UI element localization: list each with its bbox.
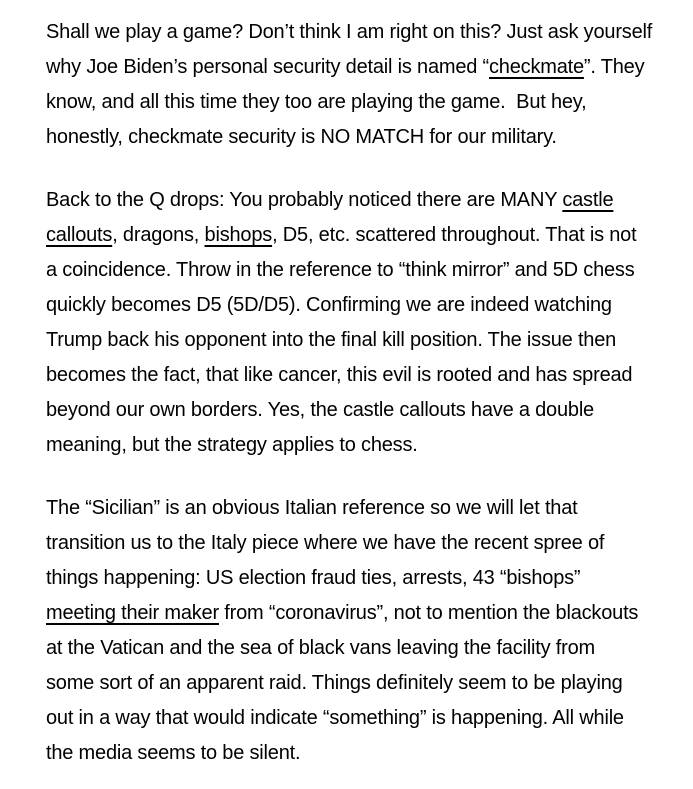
text-line <box>46 358 673 393</box>
text-run: ”. They <box>583 56 645 78</box>
inline-link[interactable]: castle <box>562 189 614 211</box>
paragraph <box>46 15 673 155</box>
text-line <box>46 323 673 358</box>
text-line <box>46 15 673 50</box>
text-run: some sort of an apparent raid. Things definitely seem to be playing <box>46 672 623 694</box>
text-line <box>46 596 673 631</box>
text-line <box>46 120 673 155</box>
text-run: honestly, checkmate security is NO MATCH for our military. <box>46 126 557 148</box>
text-line <box>46 85 673 120</box>
inline-link[interactable]: meeting their maker <box>46 602 219 624</box>
text-run: the media seems to be silent. <box>46 742 301 764</box>
text-line <box>46 218 673 253</box>
text-line <box>46 631 673 666</box>
text-run: from “coronavirus”, not to mention the blackouts <box>218 602 639 624</box>
paragraph <box>46 183 673 463</box>
text-line <box>46 701 673 736</box>
inline-link[interactable]: checkmate <box>489 56 584 78</box>
text-line <box>46 50 673 85</box>
paragraph <box>46 491 673 771</box>
text-line <box>46 253 673 288</box>
text-run: things happening: US election fraud ties, arrests, 43 “bishops” <box>46 567 581 589</box>
text-line <box>46 183 673 218</box>
text-line <box>46 561 673 596</box>
text-line <box>46 526 673 561</box>
text-run: becomes the fact, that like cancer, this evil is rooted and has spread <box>46 364 633 386</box>
text-line <box>46 666 673 701</box>
text-line <box>46 428 673 463</box>
text-run: quickly becomes D5 (5D/D5). Confirming we are indeed watching <box>46 294 612 316</box>
inline-link[interactable]: callouts <box>46 224 113 246</box>
text-run: know, and all this time they too are playing the game. But hey, <box>46 91 587 113</box>
text-line <box>46 288 673 323</box>
inline-link[interactable]: bishops <box>204 224 273 246</box>
text-run: Shall we play a game? Don’t think I am right on this? Just ask yourself <box>46 21 653 43</box>
text-run: , dragons, <box>112 224 205 246</box>
text-run: transition us to the Italy piece where we have the recent spree of <box>46 532 605 554</box>
text-line <box>46 393 673 428</box>
text-run: at the Vatican and the sea of black vans leaving the facility from <box>46 637 595 659</box>
text-line <box>46 491 673 526</box>
text-line <box>46 736 673 771</box>
text-run: Trump back his opponent into the final kill position. The issue then <box>46 329 617 351</box>
text-run: why Joe Biden’s personal security detail is named “ <box>46 56 489 78</box>
text-run: The “Sicilian” is an obvious Italian reference so we will let that <box>46 497 578 519</box>
text-run: a coincidence. Throw in the reference to “think mirror” and 5D chess <box>46 259 635 281</box>
text-run: Back to the Q drops: You probably noticed there are MANY <box>46 189 563 211</box>
text-run: , D5, etc. scattered throughout. That is not <box>272 224 637 246</box>
text-run: beyond our own borders. Yes, the castle callouts have a double <box>46 399 594 421</box>
text-run: out in a way that would indicate “something” is happening. All while <box>46 707 624 729</box>
text-run: meaning, but the strategy applies to chess. <box>46 434 418 456</box>
